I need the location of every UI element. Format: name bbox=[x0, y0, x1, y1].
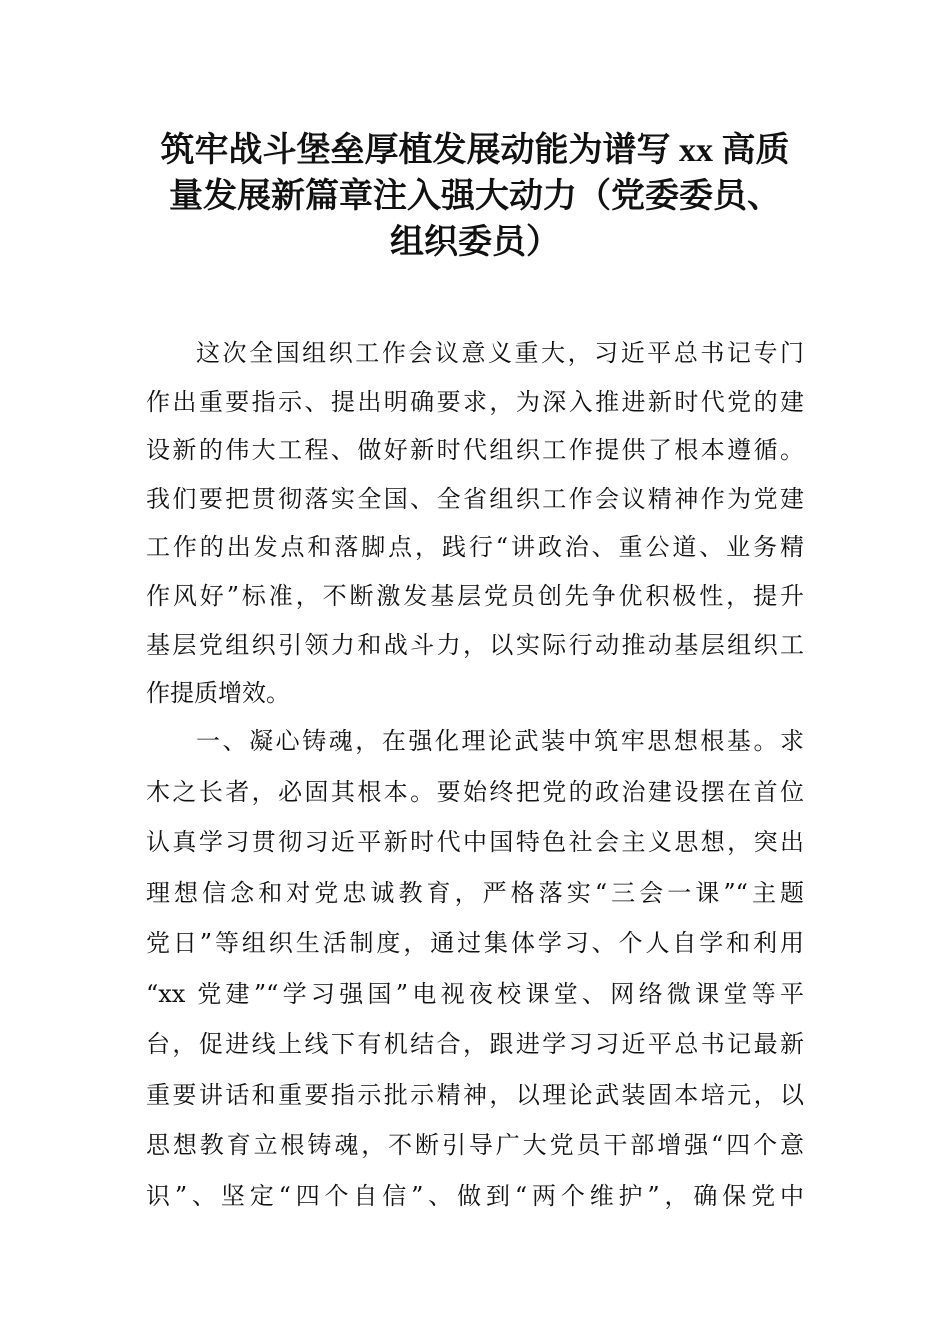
text-line: 木之长者，必固其根本。要始终把党的政治建设摆在首位 bbox=[146, 777, 804, 806]
document-title bbox=[140, 128, 810, 266]
text-line: 思想教育立根铸魂，不断引导广大党员干部增强“四个意 bbox=[146, 1131, 804, 1159]
text-line: 基层党组织引领力和战斗力，以实际行动推动基层组织工 bbox=[146, 630, 804, 659]
text-line: 一、凝心铸魂，在强化理论武装中筑牢思想根基。求 bbox=[196, 727, 804, 755]
text-line: 设新的伟大工程、做好新时代组织工作提供了根本遵循。 bbox=[146, 436, 804, 465]
text-line: 台，促进线上线下有机结合，跟进学习习近平总书记最新 bbox=[146, 1030, 804, 1058]
title-line: 组织委员） bbox=[390, 224, 560, 261]
text-line: “xx 党建”“学习强国”电视夜校课堂、网络微课堂等平 bbox=[146, 979, 804, 1008]
text-line: 作风好”标准，不断激发基层党员创先争优积极性，提升 bbox=[146, 581, 804, 610]
text-line: 作提质增效。 bbox=[146, 679, 290, 708]
text-line: 识”、坚定“四个自信”、做到“两个维护”，确保党中 bbox=[146, 1181, 804, 1210]
text-line: 理想信念和对党忠诚教育，严格落实“三会一课”“主题 bbox=[146, 878, 804, 907]
text-line: 我们要把贯彻落实全国、全省组织工作会议精神作为党建 bbox=[146, 484, 804, 513]
text-line: 工作的出发点和落脚点，践行“讲政治、重公道、业务精 bbox=[146, 533, 804, 562]
title-line: 筑牢战斗堡垒厚植发展动能为谱写 xx 高质 bbox=[160, 132, 790, 169]
paragraph-intro bbox=[146, 329, 804, 718]
text-line: 作出重要指示、提出明确要求，为深入推进新时代党的建 bbox=[146, 387, 804, 416]
title-line: 量发展新篇章注入强大动力（党委委员、 bbox=[169, 178, 781, 215]
text-line: 党日”等组织生活制度，通过集体学习、个人自学和利用 bbox=[146, 929, 804, 957]
text-line: 这次全国组织工作会议意义重大，习近平总书记专门 bbox=[196, 339, 804, 367]
text-line: 认真学习贯彻习近平新时代中国特色社会主义思想，突出 bbox=[146, 828, 804, 856]
text-line: 重要讲话和重要指示批示精神，以理论武装固本培元，以 bbox=[146, 1080, 804, 1109]
paragraph-section-one bbox=[146, 716, 804, 1221]
